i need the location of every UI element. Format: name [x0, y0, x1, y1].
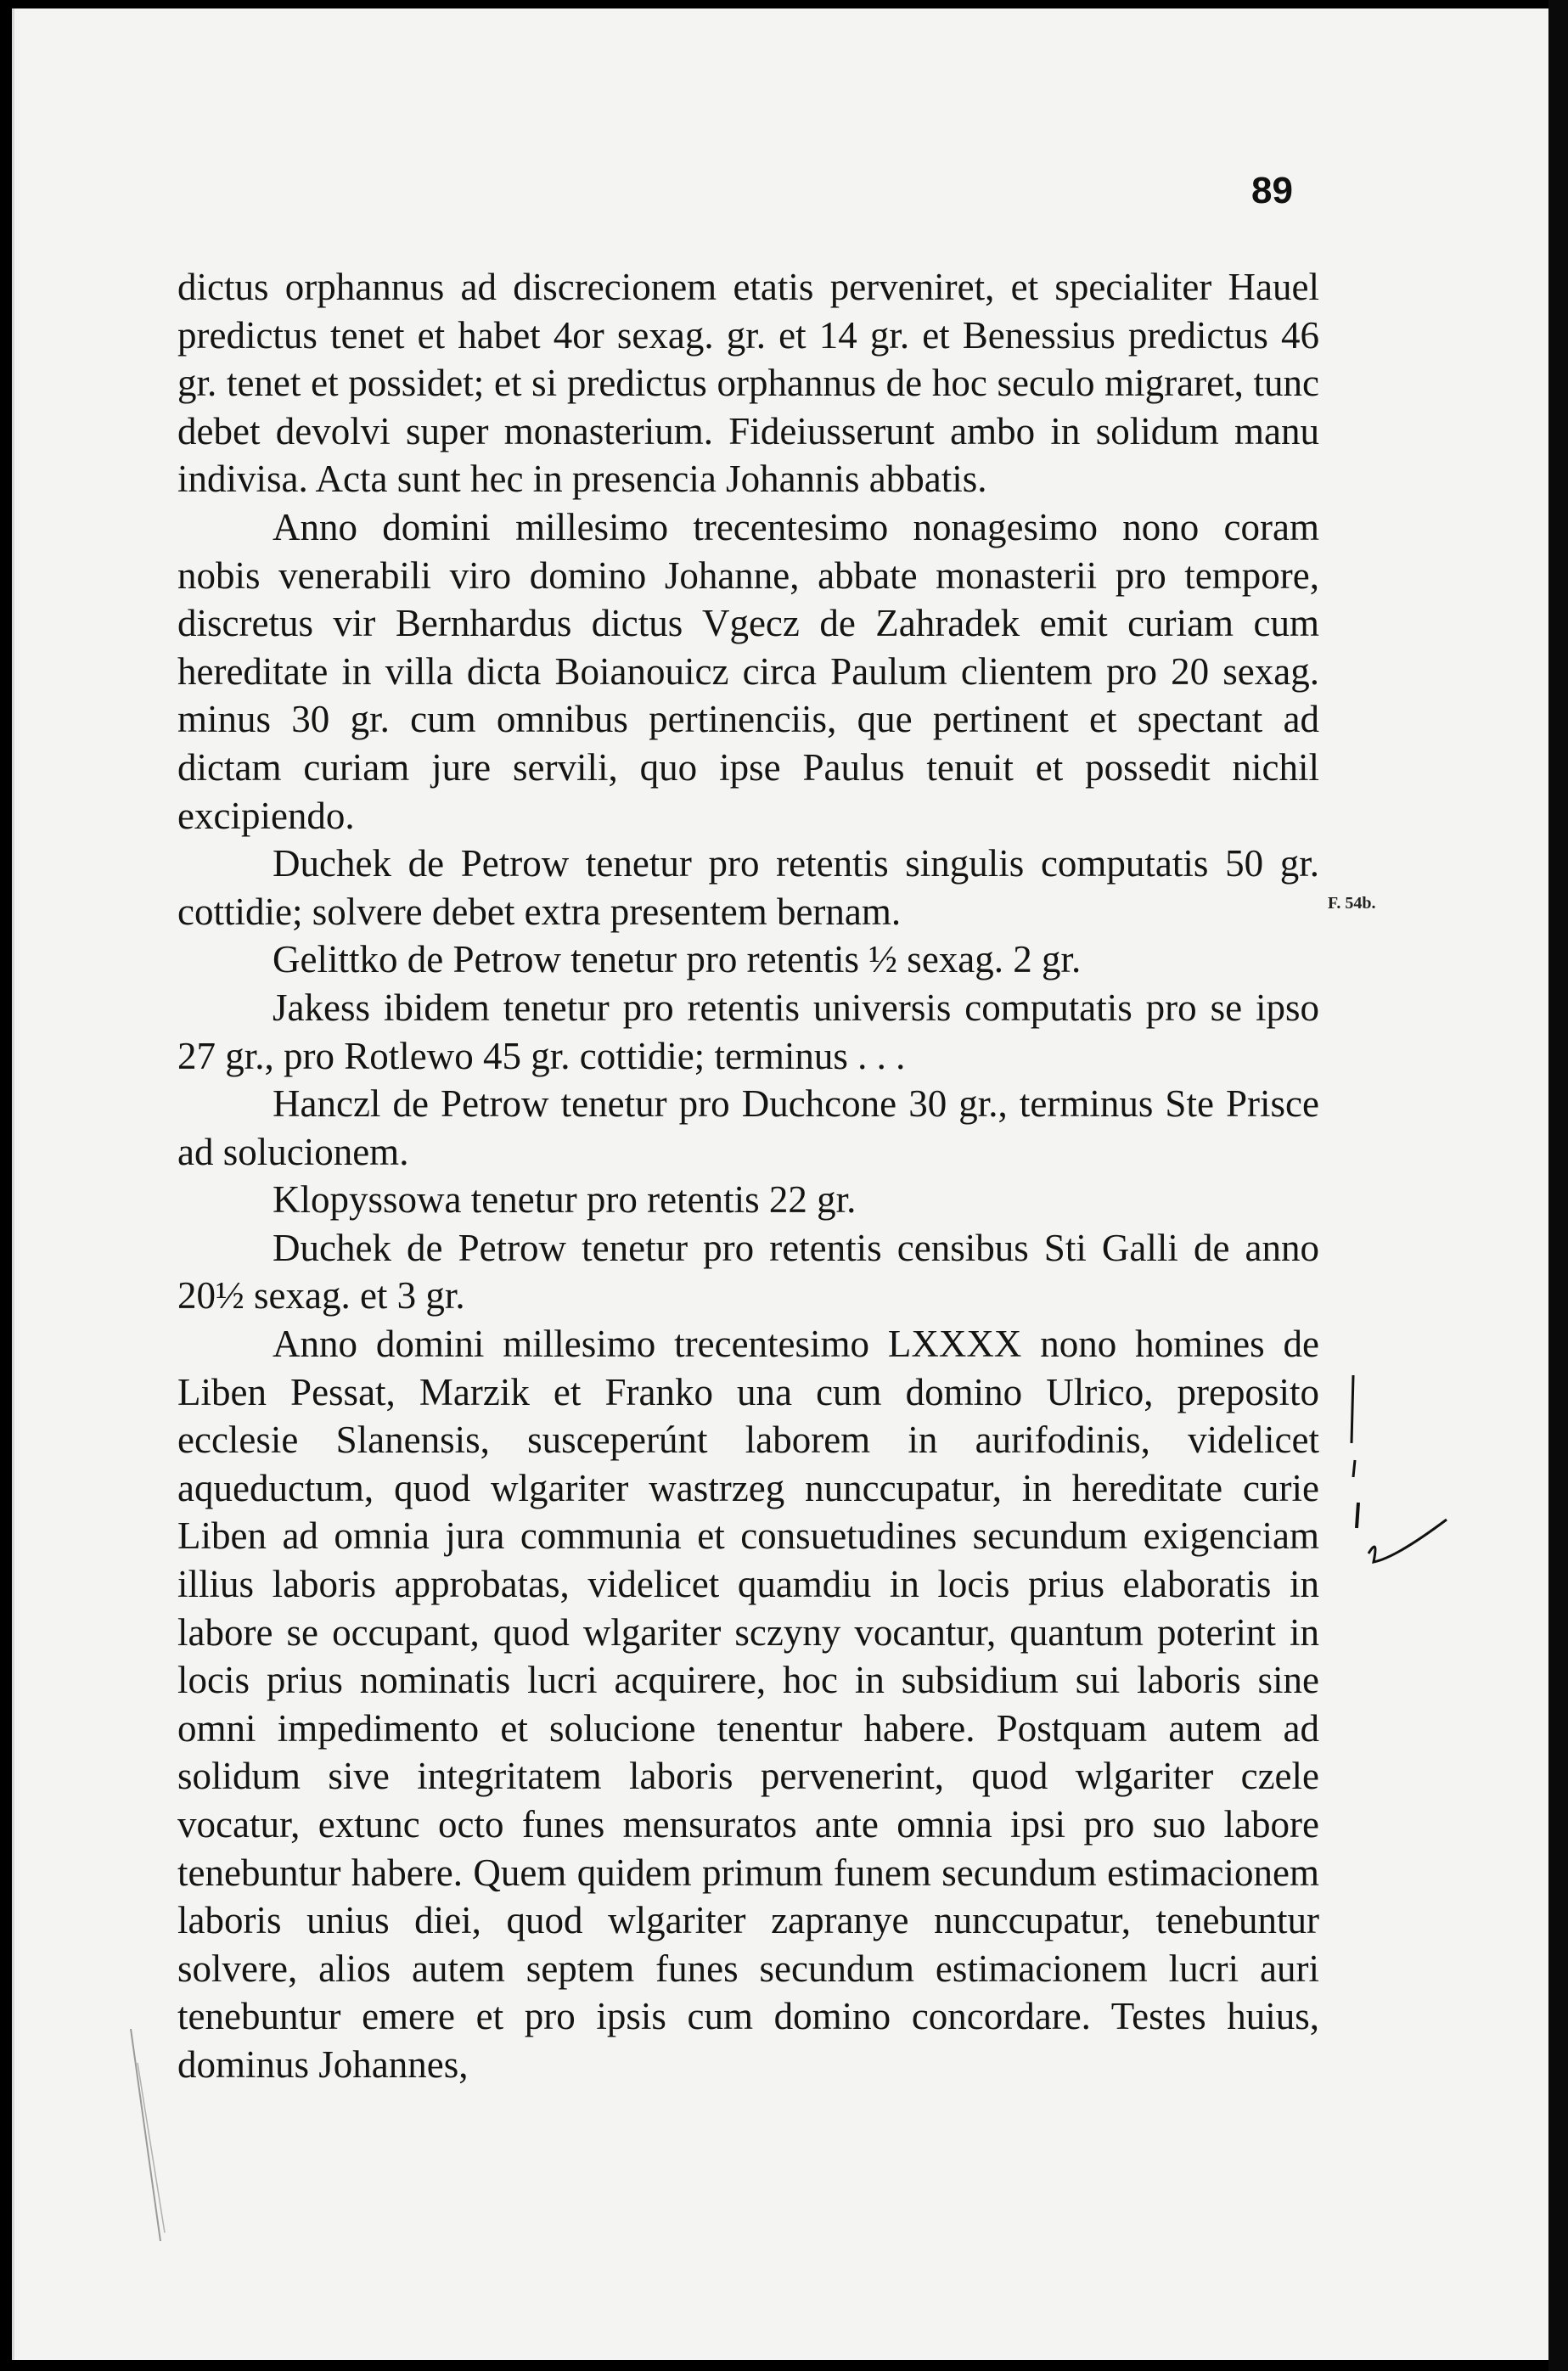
- margin-folio-note: F. 54b.: [1328, 894, 1376, 913]
- page-number: 89: [1251, 170, 1293, 211]
- paragraph-duchek-1: Duchek de Petrow tenetur pro retentis singulis computatis 50 gr. cottidie; solvere debet extra presentem bernam.: [177, 842, 1319, 933]
- paragraph-duchek-2: Duchek de Petrow tenetur pro retentis censibus Sti Galli de anno 20½ sexag. et 3 gr.: [177, 1226, 1319, 1318]
- paragraph-continuation: dictus orphannus ad discrecionem etatis perveniret, et specialiter Hauel predictus tenet et habet 4or sexag. gr. et 14 gr. et Benessius predictus 46 gr. tenet et possidet; et si predictus orphannus de hoc seculo migraret, tunc debet devolvi super monasterium. Fideiusserunt ambo in solidum manu indivisa. Acta sunt hec in presencia Johannis abbatis.: [177, 266, 1319, 501]
- scan-artifact-left: [12, 8, 14, 2360]
- body-text: [177, 263, 1319, 2089]
- paragraph-gelittko: Gelittko de Petrow tenetur pro retentis ½ sexag. 2 gr.: [273, 938, 1082, 981]
- paragraph-bernhardus: Anno domini millesimo trecentesimo nonagesimo nono coram nobis venerabili viro domino Johanne, abbate monasterii pro tempore, discretus vir Bernhardus dictus Vgecz de Zahradek emit curiam cum hereditate in villa dicta Boianouicz circa Paulum clientem pro 20 sexag. minus 30 gr. cum omnibus pertinenciis, que pertinent et spectant ad dictam curiam jure servili, quo ipse Paulus tenuit et possedit nichil excipiendo.: [177, 505, 1319, 837]
- paragraph-jakess: Jakess ibidem tenetur pro retentis universis computatis pro se ipso 27 gr., pro Rotlewo 45 gr. cottidie; terminus . . .: [177, 986, 1319, 1077]
- pencil-check-mark: [1362, 1511, 1455, 1570]
- paragraph-hanczl: Hanczl de Petrow tenetur pro Duchcone 30 gr., terminus Ste Prisce ad solucionem.: [177, 1082, 1319, 1173]
- paragraph-liben: Anno domini millesimo trecentesimo LXXXX nono homines de Liben Pessat, Marzik et Franko una cum domino Ulrico, preposito ecclesie Slanensis, susceperúnt laborem in aurifodinis, videlicet aqueductum, quod wlgariter wastrzeg nunccupatur, in hereditate curie Liben ad omnia jura communia et consuetudines secundum exigenciam illius laboris approbatas, videlicet quamdiu in locis prius elaboratis in labore se occupant, quod wlgariter sczyny vocantur, quantum poterint in locis prius nominatis lucri acquirere, hoc in subsidium sui laboris sine omni impedimento et solucione tenentur habere. Postquam autem ad solidum sive integritatem laboris pervenerint, quod wlgariter czele vocatur, extunc octo funes mensuratos ante omnia ipsi pro suo labore tenebuntur habere. Quem quidem primum funem secundum estimacionem laboris unius diei, quod wlgariter zapranye nunccupatur, tenebuntur solvere, alios autem septem funes secundum estimacionem lucri auri tenebuntur emere et pro ipsis cum domino concordare. Testes huius, dominus Johannes,: [177, 1323, 1319, 2086]
- scan-artifact-lines: [114, 2029, 182, 2250]
- paragraph-klopyssowa: Klopyssowa tenetur pro retentis 22 gr.: [273, 1178, 857, 1222]
- scan-border-right: [1548, 0, 1568, 2371]
- scanned-page: [12, 8, 1548, 2360]
